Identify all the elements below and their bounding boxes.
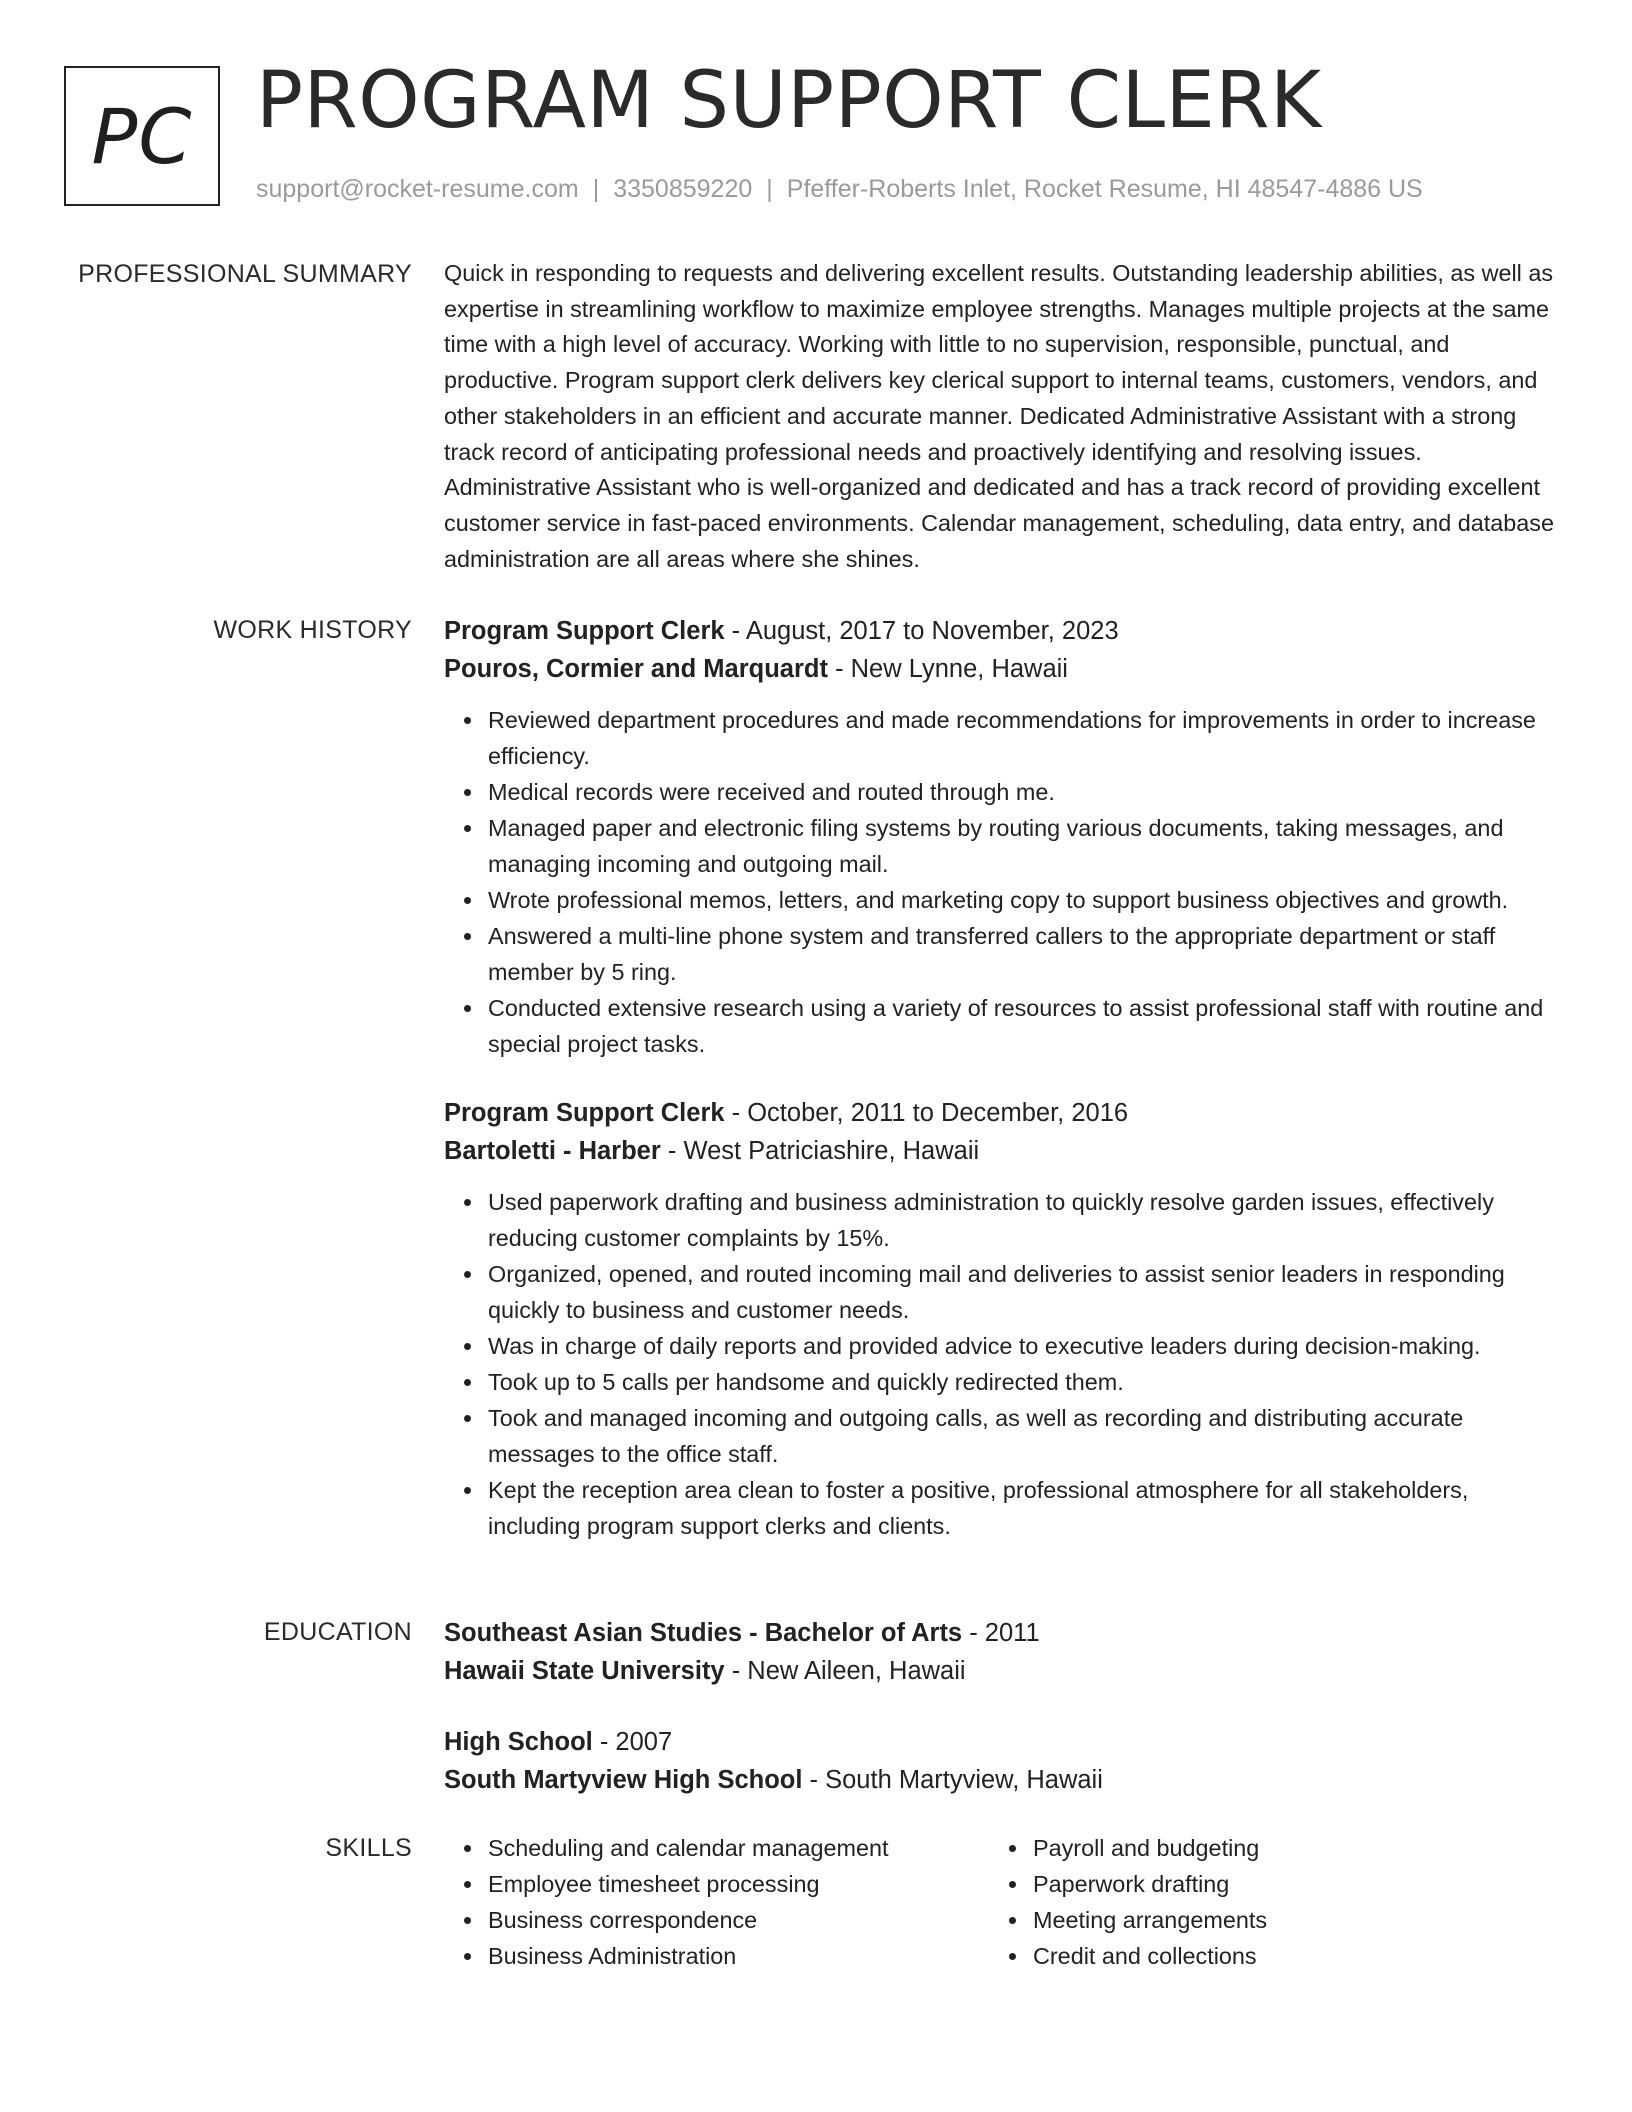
education-location: - New Aileen, Hawaii (724, 1657, 966, 1685)
list-item: Meeting arrangements (1033, 1902, 1534, 1938)
list-item: Employee timesheet processing (488, 1866, 989, 1902)
list-item: Managed paper and electronic filing systems by routing various documents, taking messages, and managing incoming and outgoing mail. (488, 810, 1556, 882)
education-entry (444, 1723, 1556, 1799)
list-item: Was in charge of daily reports and provided advice to executive leaders during decision-making. (488, 1328, 1556, 1364)
list-item: Took up to 5 calls per handsome and quickly redirected them. (488, 1364, 1556, 1400)
education-location: - South Martyview, Hawaii (802, 1766, 1103, 1794)
job-employer-line (444, 650, 1556, 688)
education-degree: Southeast Asian Studies - Bachelor of Arts (444, 1619, 963, 1647)
job-title: Program Support Clerk (444, 1099, 725, 1127)
job-duties-list (444, 1184, 1556, 1544)
summary-body (444, 256, 1556, 577)
education-school-line (444, 1761, 1556, 1799)
education-degree: High School (444, 1728, 593, 1756)
section-heading-skills: SKILLS (325, 1834, 412, 1862)
list-item: Business correspondence (488, 1902, 989, 1938)
list-item: Wrote professional memos, letters, and marketing copy to support business objectives and growth. (488, 882, 1556, 918)
education-body (444, 1614, 1556, 1799)
summary-text: Quick in responding to requests and delivering excellent results. Outstanding leadership abilities, as well as expertise in streamlining workflow to maximize employee strengths. Manages multiple projects at the same time with a high level of accuracy. Working with little to no supervision, responsible, punctual, and productive. Program support clerk delivers key clerical support to internal teams, customers, vendors, and other stakeholders in an efficient and accurate manner. Dedicated Administrative Assistant with a strong track record of anticipating professional needs and proactively identifying and resolving issues. Administrative Assistant who is well-organized and dedicated and has a track record of providing excellent customer service in fast-paced environments. Calendar management, scheduling, data entry, and database administration are all areas where she shines. (444, 260, 1554, 572)
job-location: - West Patriciashire, Hawaii (660, 1137, 980, 1165)
list-item: Credit and collections (1033, 1938, 1534, 1974)
education-degree-line (444, 1614, 1556, 1652)
skills-columns (444, 1830, 1556, 1974)
skills-column-right (989, 1830, 1534, 1974)
list-item: Reviewed department procedures and made recommendations for improvements in order to increase efficiency. (488, 702, 1556, 774)
list-item: Business Administration (488, 1938, 989, 1974)
skills-column-left (444, 1830, 989, 1974)
job-dates: - August, 2017 to November, 2023 (724, 617, 1119, 645)
contact-line (256, 172, 1423, 206)
skills-list (989, 1830, 1534, 1974)
job-employer: Pouros, Cormier and Marquardt (444, 655, 828, 683)
list-item: Medical records were received and routed through me. (488, 774, 1556, 810)
education-year: - 2007 (592, 1728, 673, 1756)
monogram-logo (64, 66, 220, 206)
list-item: Scheduling and calendar management (488, 1830, 989, 1866)
contact-separator: | (766, 175, 773, 203)
education-school: South Martyview High School (444, 1766, 803, 1794)
list-item: Took and managed incoming and outgoing calls, as well as recording and distributing accurate messages to the office staff. (488, 1400, 1556, 1472)
job-dates: - October, 2011 to December, 2016 (724, 1099, 1129, 1127)
education-entry (444, 1614, 1556, 1690)
job-employer-line (444, 1132, 1556, 1170)
resume-title: PROGRAM SUPPORT CLERK (256, 56, 1322, 146)
job-title-line (444, 1094, 1556, 1132)
list-item: Answered a multi-line phone system and transferred callers to the appropriate department or staff member by 5 ring. (488, 918, 1556, 990)
skills-list (444, 1830, 989, 1974)
job-employer: Bartoletti - Harber (444, 1137, 661, 1165)
job-entry (444, 612, 1556, 1062)
education-year: - 2011 (962, 1619, 1040, 1647)
education-school-line (444, 1652, 1556, 1690)
monogram-text: PC (91, 91, 193, 181)
list-item: Organized, opened, and routed incoming mail and deliveries to assist senior leaders in responding quickly to business and customer needs. (488, 1256, 1556, 1328)
list-item: Conducted extensive research using a variety of resources to assist professional staff with routine and special project tasks. (488, 990, 1556, 1062)
job-title-line (444, 612, 1556, 650)
contact-separator: | (592, 175, 600, 203)
education-school: Hawaii State University (444, 1657, 725, 1685)
contact-email[interactable]: support@rocket-resume.com (256, 175, 579, 203)
contact-phone[interactable]: 3350859220 (613, 175, 753, 203)
work-history-body (444, 612, 1556, 1544)
education-degree-line (444, 1723, 1556, 1761)
contact-address: Pfeffer-Roberts Inlet, Rocket Resume, HI 48547-4886 US (786, 175, 1423, 203)
skills-body (444, 1830, 1556, 1974)
job-entry (444, 1094, 1556, 1544)
job-location: - New Lynne, Hawaii (827, 655, 1068, 683)
job-duties-list (444, 702, 1556, 1062)
job-title: Program Support Clerk (444, 617, 725, 645)
list-item: Payroll and budgeting (1033, 1830, 1534, 1866)
section-heading-work-history: WORK HISTORY (213, 616, 412, 644)
section-heading-summary: PROFESSIONAL SUMMARY (78, 260, 412, 288)
section-heading-education: EDUCATION (263, 1618, 412, 1646)
list-item: Used paperwork drafting and business administration to quickly resolve garden issues, effectively reducing customer complaints by 15%. (488, 1184, 1556, 1256)
list-item: Kept the reception area clean to foster a positive, professional atmosphere for all stakeholders, including program support clerks and clients. (488, 1472, 1556, 1544)
list-item: Paperwork drafting (1033, 1866, 1534, 1902)
